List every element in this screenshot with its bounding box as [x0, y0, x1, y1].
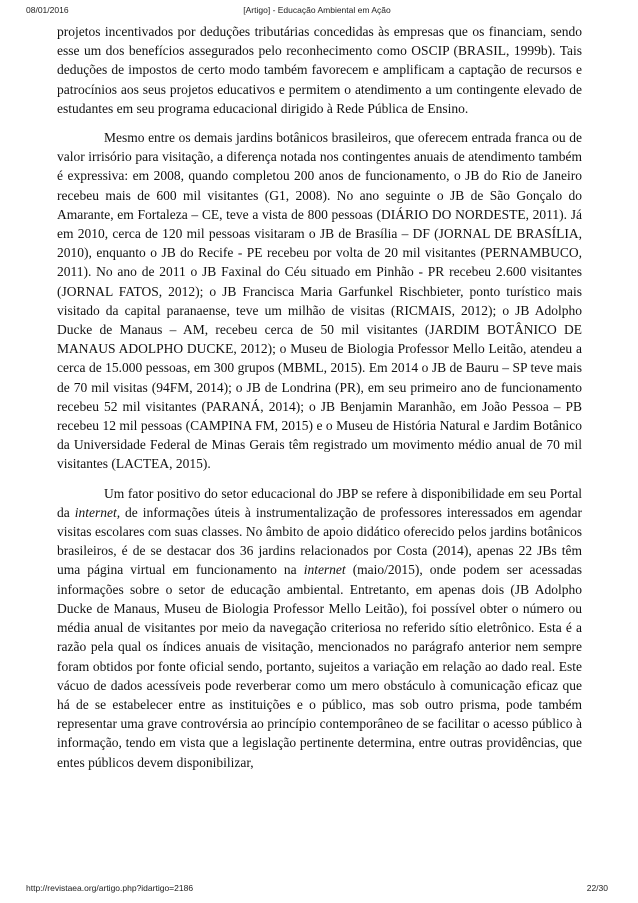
- print-footer: [26, 883, 608, 897]
- page-counter: 22/30: [586, 883, 608, 893]
- paragraph-continuation: projetos incentivados por deduções tributárias concedidas às empresas que os financiam, sendo esse um dos benefícios assegurados pelo reconhecimento como OSCIP (BRASIL, 1999b). Tais deduções de impostos de certo modo também favorecem e amplificam a captação de recursos e patrocínios aos seus projetos educativos e permitem o atendimento a um contingente elevado de estudantes em seu programa educacional dirigido à Rede Pública de Ensino.: [57, 24, 582, 116]
- paragraph-educational-portal: [57, 484, 582, 772]
- italic-term-internet: internet: [303, 562, 346, 578]
- paragraph-text-segment: Um fator positivo do setor educacional do JBP se refere à disponibilidade em seu Portal da: [57, 485, 582, 520]
- page-url: http://revistaea.org/artigo.php?idartigo=2186: [26, 883, 194, 893]
- paragraph-visitor-counts: Mesmo entre os demais jardins botânicos brasileiros, que oferecem entrada franca ou de valor irrisório para visitação, a diferença notada nos contingentes anuais de atendimento também é expressiva: em 2008, quando completou 200 anos de funcionamento, o JB do Rio de Janeiro recebeu mais de 600 mil visitantes (G1, 2008). No ano seguinte o JB de São Gonçalo do Amarante, em Fortaleza – CE, teve a vista de 800 pessoas (DIÁRIO DO NORDESTE, 2011). Já em 2010, cerca de 120 mil pessoas visitaram o JB de Brasília – DF (JORNAL DE BRASÍLIA, 2010), enquanto o JB do Recife - PE recebeu por volta de 20 mil visitantes (PERNAMBUCO, 2011). No ano de 2011 o JB Faxinal do Céu situado em Pinhão - PR recebeu 2.600 visitantes (JORNAL FATOS, 2012); o JB Francisca Maria Garfunkel Rischbieter, ponto turístico mais visitado da capital paranaense, teve um milhão de visitas (RICMAIS, 2012); o JB Adolpho Ducke de Manaus – AM, recebeu cerca de 50 mil visitantes (JARDIM BOTÂNICO DE MANAUS ADOLPHO DUCKE, 2012); o Museu de Biologia Professor Mello Leitão, atendeu a cerca de 15.000 pessoas, em 300 grupos (MBML, 2015). Em 2014 o JB de Bauru – SP teve mais de 70 mil visitas (94FM, 2014); o JB de Londrina (PR), em seu primeiro ano de funcionamento recebeu 52 mil visitantes (PARANÁ, 2014); o JB Benjamin Maranhão, em João Pessoa – PB recebeu 12 mil pessoas (CAMPINA FM, 2015) e o Museu de História Natural e Jardim Botânico da Universidade Federal de Minas Gerais têm registrado um movimento médio anual de 70 mil visitantes (LACTEA, 2015).: [57, 130, 582, 472]
- article-body: [57, 22, 582, 772]
- print-page-title: [Artigo] - Educação Ambiental em Ação: [243, 5, 391, 15]
- print-date: 08/01/2016: [26, 5, 69, 15]
- print-header: [26, 5, 608, 19]
- italic-term-internet: internet,: [74, 504, 121, 520]
- paragraph-text-segment: (maio/2015), onde podem ser acessadas informações sobre o setor de educação ambiental. Entretanto, em apenas dois (JB Adolpho Ducke de Manaus, Museu de Biologia Professor Mello Leitão), foi possível obter o número ou média anual de visitantes por meio da navegação criteriosa no referido sítio eletrônico. Esta é a razão pela qual os índices anuais de visitação, mencionados no parágrafo anterior nem sempre foram obtidos por fonte oficial sendo, portanto, sujeitos a variação em relação ao dado real. Este vácuo de dados acessíveis pode reverberar como um mero obstáculo à comunicação eficaz que há de se estabelecer entre as instituições e o público, mas sob outro prisma, pode também representar uma grave controvérsia ao princípio contemporâneo de se facilitar o acesso público à informação, tendo em vista que a legislação pertinente determina, entre outras providências, que entes públicos devem disponibilizar,: [57, 562, 582, 770]
- paragraph-text-segment: de informações úteis à instrumentalização de professores interessados em agendar visitas escolares com suas classes. No âmbito de apoio didático oferecido pelos jardins botânicos brasileiros, é de se destacar dos 36 jardins relacionados por Costa (2014), apenas 22 JBs têm uma página virtual em funcionamento na: [57, 504, 582, 578]
